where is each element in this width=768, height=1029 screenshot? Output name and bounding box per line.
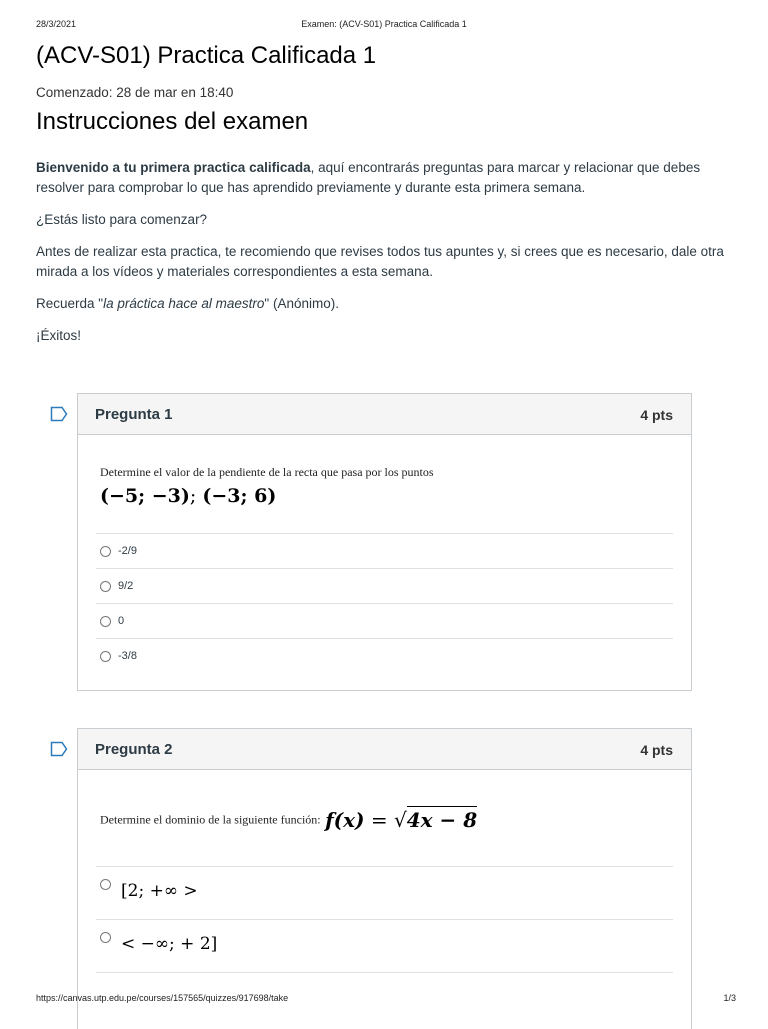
radio-button[interactable] (100, 651, 111, 662)
answer-label: -2/9 (118, 545, 137, 558)
intro-text: , aquí encontrarás preguntas para marcar y relacionar que debes resolver para comprobar lo que has aprendido previamente y durante esta primera semana. (36, 160, 701, 195)
question-1-points: 4 pts (640, 407, 673, 423)
radicand: 4x − 8 (406, 808, 478, 832)
radio-button[interactable] (100, 546, 111, 557)
print-document-title: Examen: (ACV-S01) Practica Calificada 1 (301, 19, 467, 29)
answer-option[interactable] (96, 603, 673, 638)
radio-button[interactable] (100, 932, 111, 943)
point-b: (−3; 6) (202, 485, 277, 507)
instructions-body (36, 158, 736, 358)
question-1-math (100, 485, 276, 507)
answer-label: < −∞; + 2] (121, 934, 218, 954)
quiz-title: (ACV-S01) Practica Calificada 1 (36, 42, 377, 69)
question-1-header (78, 394, 691, 435)
quote-paragraph (36, 294, 736, 314)
question-1-text: Determine el valor de la pendiente de la recta que pasa por los puntos (100, 465, 434, 479)
quote-prefix: Recuerda " (36, 296, 104, 311)
answer-option[interactable] (96, 533, 673, 568)
recommendation-paragraph: Antes de realizar esta practica, te recomiendo que revises todos tus apuntes y, si crees que es necesario, dale otra mirada a los vídeos y materiales correspondientes a esta semana. (36, 244, 724, 279)
question-2-points: 4 pts (640, 742, 673, 758)
answer-option[interactable] (96, 919, 673, 973)
intro-bold-text: Bienvenido a tu primera practica calificada (36, 160, 311, 175)
radio-button[interactable] (100, 879, 111, 890)
radio-button[interactable] (100, 616, 111, 627)
quote-italic: la práctica hace al maestro (103, 296, 265, 311)
print-url: https://canvas.utp.edu.pe/courses/157565/quizzes/917698/take (36, 993, 289, 1003)
radio-button[interactable] (100, 581, 111, 592)
closing-paragraph: ¡Éxitos! (36, 328, 82, 343)
question-2-text-row (100, 808, 477, 832)
question-1-name: Pregunta 1 (95, 406, 173, 423)
question-2-text: Determine el dominio de la siguiente función: (100, 812, 321, 827)
question-1 (77, 393, 692, 691)
question-2-body (78, 770, 691, 973)
question-2 (77, 728, 692, 1029)
function-equals: = √ (364, 808, 407, 832)
answer-option[interactable] (96, 568, 673, 603)
quiz-started-time: Comenzado: 28 de mar en 18:40 (36, 85, 234, 100)
quote-suffix: " (Anónimo). (264, 296, 339, 311)
answer-label: -3/8 (118, 650, 137, 663)
print-page-number: 1/3 (723, 993, 736, 1003)
question-2-name: Pregunta 2 (95, 741, 173, 758)
ready-paragraph: ¿Estás listo para comenzar? (36, 212, 208, 227)
answer-option[interactable] (96, 866, 673, 919)
function-name: f(x) (325, 808, 365, 832)
flag-question-icon[interactable] (50, 406, 68, 422)
point-a: (−5; −3) (100, 485, 190, 507)
instructions-heading: Instrucciones del examen (36, 108, 309, 135)
question-1-body (78, 435, 691, 673)
answer-label: 0 (118, 615, 125, 628)
question-2-math (325, 806, 477, 832)
print-date: 28/3/2021 (36, 19, 77, 29)
flag-question-icon[interactable] (50, 741, 68, 757)
answer-option[interactable] (96, 638, 673, 673)
intro-paragraph (36, 158, 736, 198)
answer-label: [2; +∞ > (121, 881, 198, 901)
answer-label: 9/2 (118, 580, 134, 593)
question-2-header (78, 729, 691, 770)
point-separator: ; (189, 485, 203, 507)
